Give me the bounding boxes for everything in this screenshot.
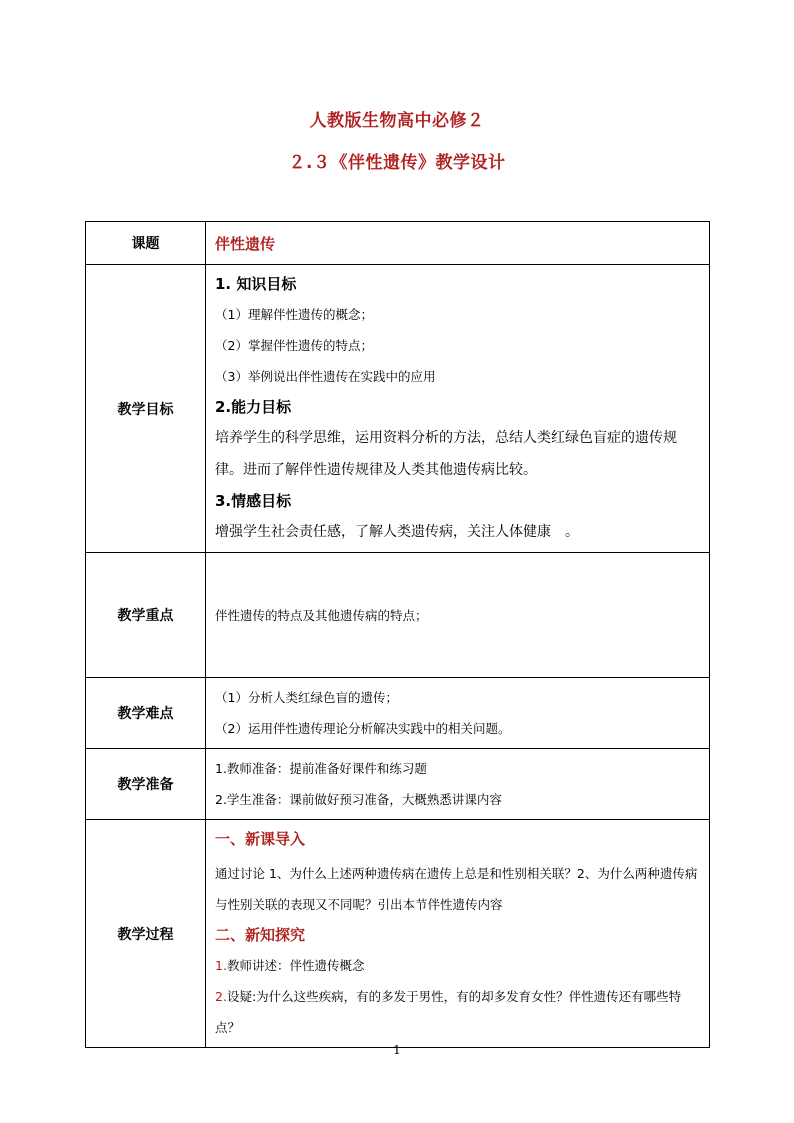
knowledge-item: （3）举例说出伴性遗传在实践中的应用 [215,369,436,384]
process-item-1 [215,950,701,981]
process-item-1-number: 1. [215,958,227,973]
row-process [86,820,710,1048]
emotion-text: 增强学生社会责任感，了解人类遗传病，关注人体健康 。 [215,524,579,540]
emotion-heading: 3.情感目标 [215,492,292,510]
lesson-plan-table [85,221,710,1048]
label-key-points: 教学重点 [86,553,206,678]
label-topic: 课题 [86,222,206,265]
key-points-text: 伴性遗传的特点及其他遗传病的特点； [215,607,428,623]
document-subtitle: ２.３《伴性遗传》教学设计 [288,153,506,173]
preparation-item: 2.学生准备：课前做好预习准备，大概熟悉讲课内容 [215,792,502,807]
row-key-points [86,553,710,678]
row-preparation [86,749,710,820]
section-new-knowledge: 二、新知探究 [215,926,306,944]
process-item-2-number: 2. [215,989,227,1004]
process-item-2 [215,981,701,1043]
row-topic [86,222,710,265]
intro-text: 通过讨论 1、为什么上述两种遗传病在遗传上总是和性别相关联？2、为什么两种遗传病与性别关联的表现又不同呢？引出本节伴性遗传内容 [215,866,698,912]
ability-heading: 2.能力目标 [215,398,292,416]
document-title: 人教版生物高中必修２ [309,111,485,131]
row-objectives [86,265,710,553]
topic-value: 伴性遗传 [215,234,276,253]
difficulty-item: （2）运用伴性遗传理论分析解决实践中的相关问题。 [215,721,511,736]
page-number: 1 [393,1043,401,1057]
knowledge-item: （2）掌握伴性遗传的特点； [215,338,373,353]
section-new-lesson-intro: 一、新课导入 [215,830,306,848]
process-item-1-text: 教师讲述：伴性遗传概念 [226,958,365,973]
label-preparation: 教学准备 [86,749,206,820]
label-difficulties: 教学难点 [86,678,206,749]
ability-text: 培养学生的科学思维，运用资料分析的方法，总结人类红绿色盲症的遗传规律。进而了解伴性遗传规律及人类其他遗传病比较。 [215,430,677,478]
label-objectives: 教学目标 [86,265,206,553]
knowledge-item: （1）理解伴性遗传的概念； [215,307,373,322]
row-difficulties [86,678,710,749]
difficulty-item: （1）分析人类红绿色盲的遗传； [215,690,398,705]
preparation-item: 1.教师准备：提前准备好课件和练习题 [215,761,427,776]
knowledge-heading: 1. 知识目标 [215,275,297,293]
process-item-2-text: 设疑:为什么这些疾病，有的多发于男性，有的却多发育女性？伴性遗传还有哪些特点？ [215,989,682,1035]
label-process: 教学过程 [86,820,206,1048]
